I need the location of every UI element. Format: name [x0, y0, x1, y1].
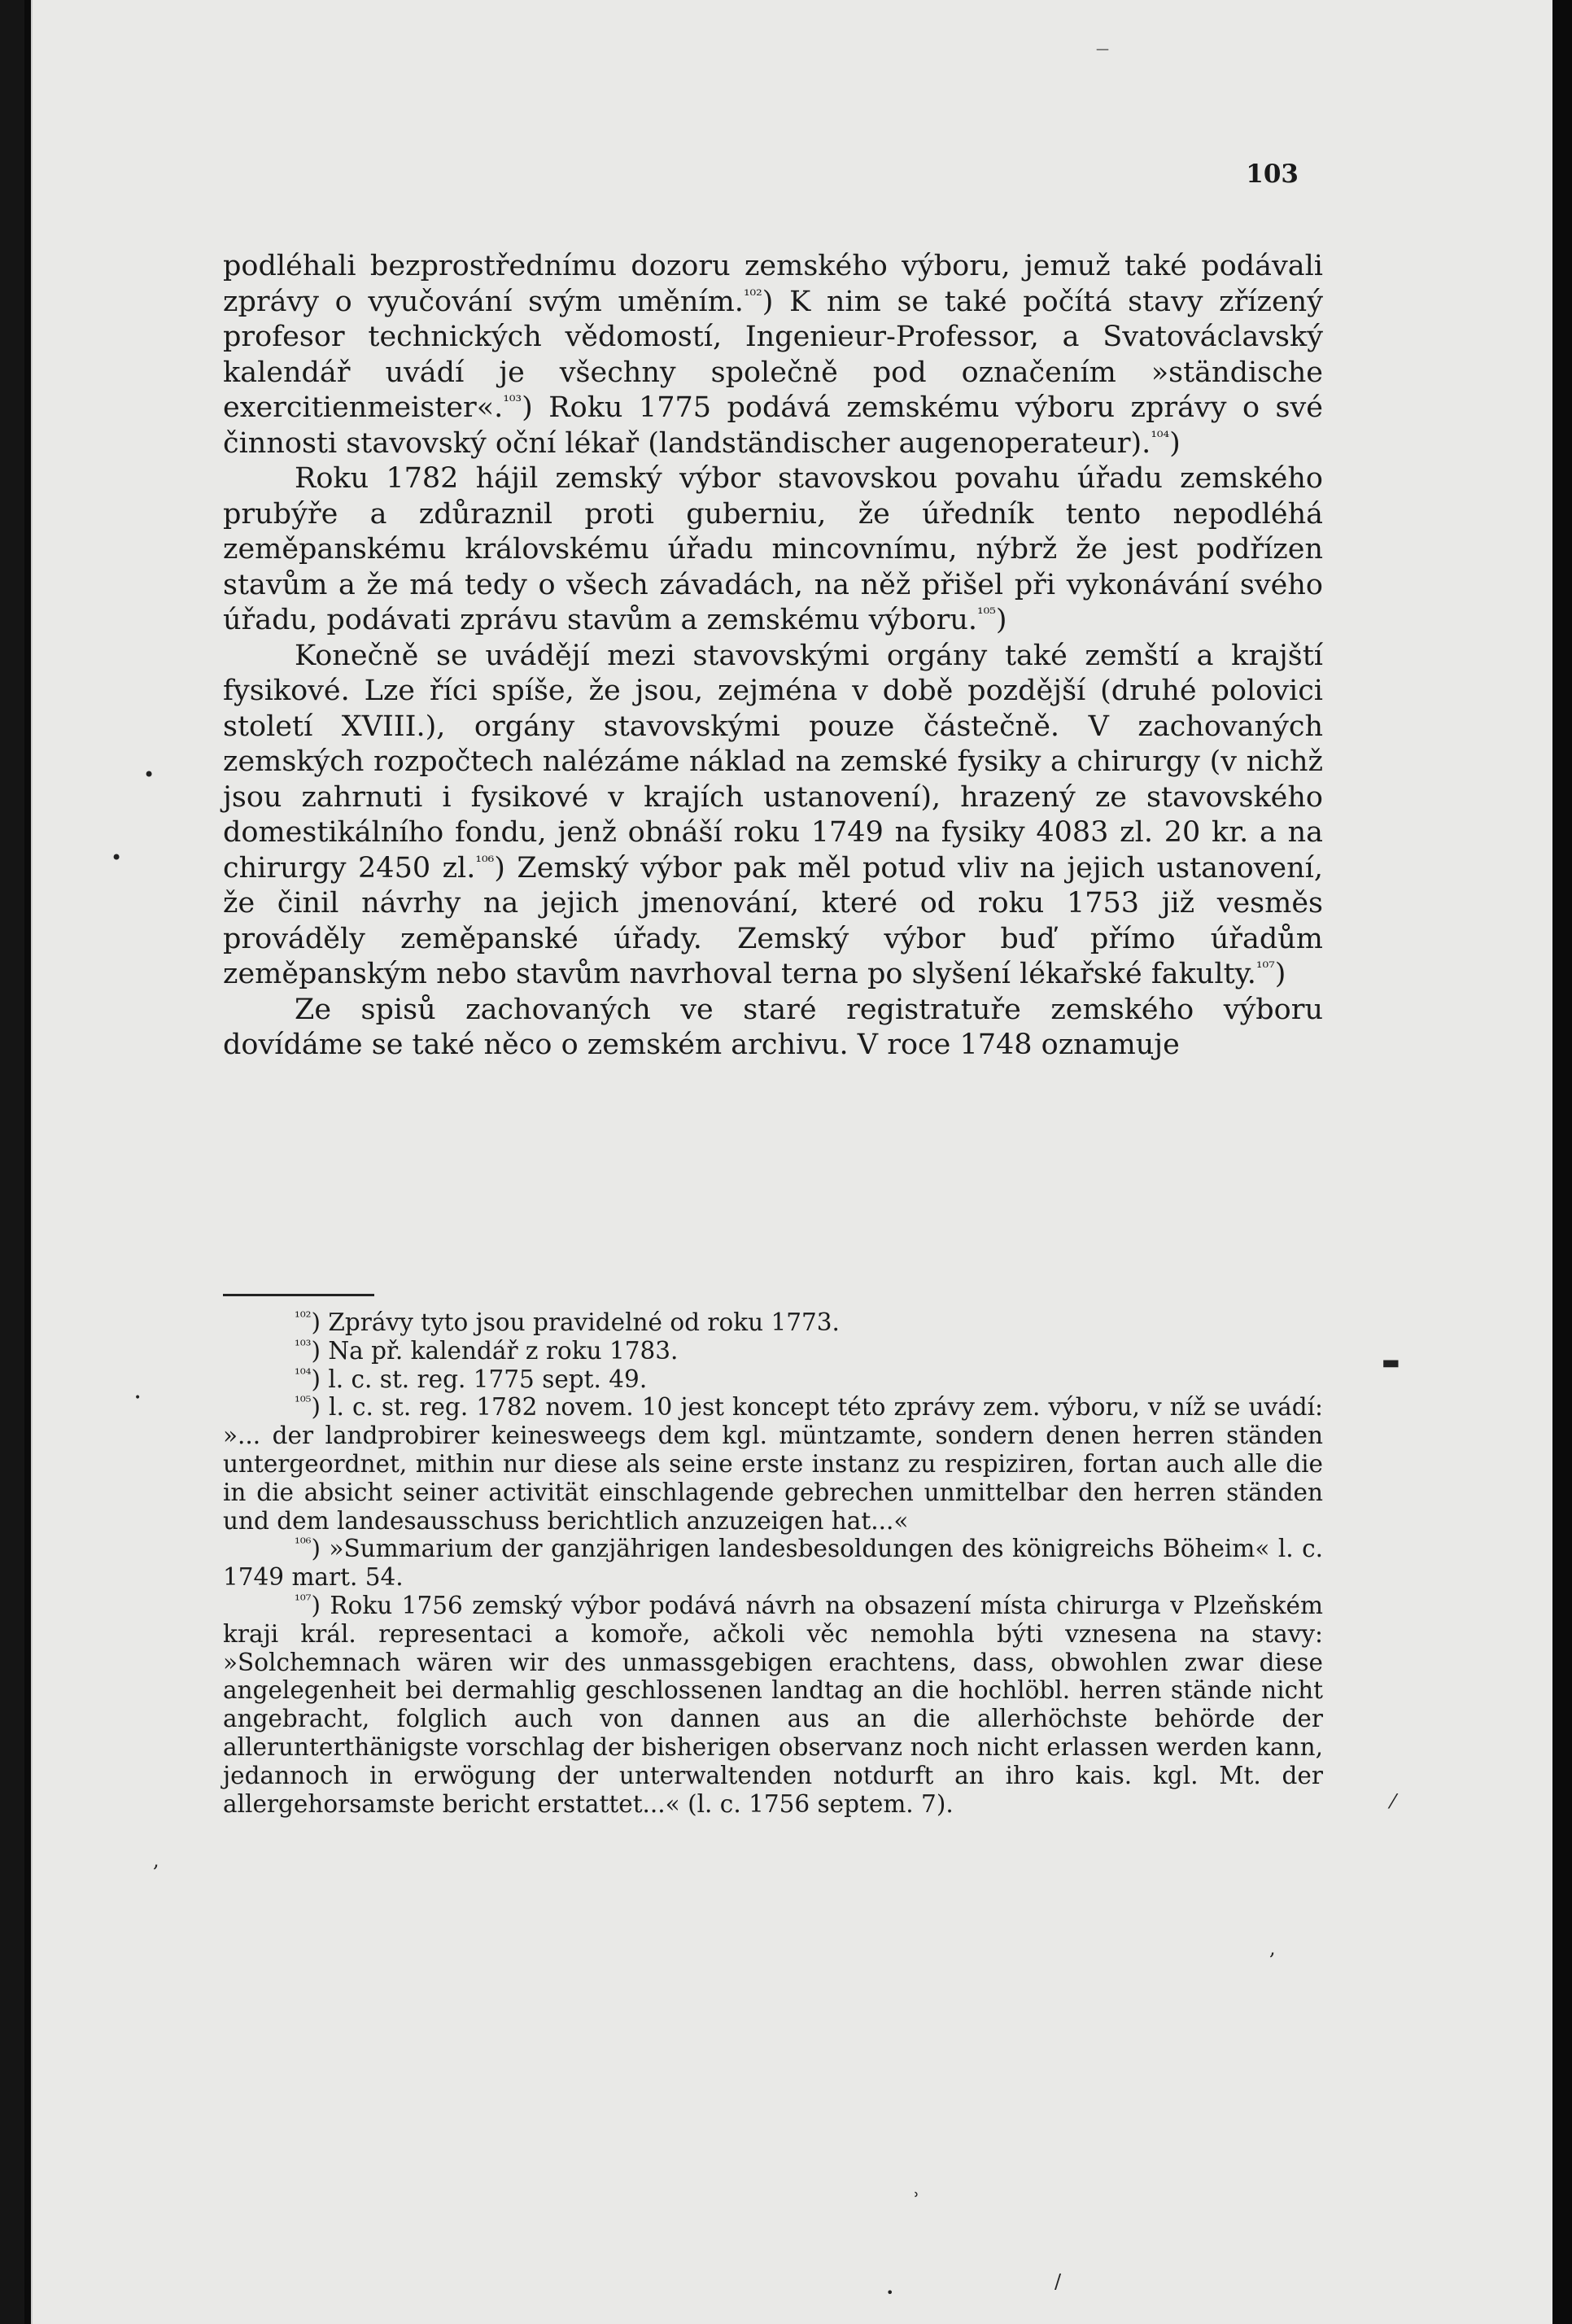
- scan-border: [0, 0, 24, 2324]
- footnote-number: ¹⁰²: [295, 1309, 312, 1326]
- footnote: $^{^{107}}$) Roku 1756 zemský výbor podává návrh na obsazení místa chirurga v Plzeňském kraji král. representaci a komoře, ačkoli věc nemohla býti vznesena na stavy: »Solchemnach wären wir des unmassgebigen erachtens, dass, obwohlen zwar diese angelegenheit bei dermahlig geschlossenen landtag an die hochlöbl. herren stände nicht angebracht, folglich auch von dannen aus an die allerhöchste behörde der allerunterthänigste vorschlag der bisherigen observanz noch nicht erlassen werden kann, jedannoch in erwögung der unterwaltenden notdurft an ihro kais. kgl. Mt. der allergehorsamste bericht erstattet...« (l. c. 1756 septem. 7).: [223, 1591, 1323, 1818]
- footnote-ref[interactable]: ¹⁰⁵: [977, 605, 996, 623]
- scan-speck: ⁄: [1391, 1790, 1395, 1813]
- footnote: $^{^{102}}$) Zprávy tyto jsou pravidelné od roku 1773.: [295, 1308, 840, 1336]
- paragraph: Konečně se uvádějí mezi stavovskými orgány také zemští a krajští fysikové. Lze říci spíše, že jsou, zejména v době pozdější (druhé polovici století XVIII.), orgány stavovskými pouze částečně. V zachovaných zemských rozpočtech nalézáme náklad na zemské fysiky a chirurgy (v nichž jsou zahrnuti i fysikové v krajích ustanovení), hrazený ze stavovského domestikálního fondu, jenž obnáší roku 1749 na fysiky 4083 zl. 20 kr. a na chirurgy 2450 zl.$^{^{106}}$) Zemský výbor pak měl potud vliv na jejich ustanovení, že činil návrhy na jejich jmenování, které od roku 1753 již vesměs prováděly zeměpanské úřady. Zemský výbor buď přímo úřadům zeměpanským nebo stavům navrhoval terna po slyšení lékařské fakulty.$^{^{107}}$): [223, 639, 1323, 990]
- page-number: 103: [1246, 159, 1299, 189]
- scan-speck: —: [1096, 41, 1109, 56]
- scan-speck: •: [134, 1391, 142, 1404]
- scan-speck: •: [143, 763, 155, 786]
- footnote-number: ¹⁰³: [295, 1337, 312, 1354]
- footnote-number: ¹⁰⁷: [295, 1592, 312, 1610]
- footnote-number: ¹⁰⁶: [295, 1536, 312, 1553]
- footnote-number: ¹⁰⁵: [295, 1394, 312, 1411]
- scan-speck: ▬: [1382, 1351, 1400, 1374]
- paragraph: Roku 1782 hájil zemský výbor stavovskou povahu úřadu zemského prubýře a zdůraznil proti guberniu, že úředník tento nepodléhá zeměpanskému královskému úřadu mincovnímu, nýbrž že jest podřízen stavům a že má tedy o všech závadách, na něž přišel při vykonávání svého úřadu, podávati zprávu stavům a zemskému výboru.$^{^{105}}$): [223, 462, 1323, 636]
- footnote-ref[interactable]: ¹⁰⁷: [1255, 959, 1275, 977]
- scan-speck: •: [111, 846, 123, 869]
- scan-speck: •: [886, 2285, 894, 2300]
- footnote: $^{^{106}}$) »Summarium der ganzjährigen landesbesoldungen des königreichs Böheim« l. c. 1749 mart. 54.: [223, 1535, 1323, 1592]
- book-page: [31, 0, 1552, 2324]
- footnote-number: ¹⁰⁴: [295, 1365, 312, 1383]
- scan-speck: ʾ: [914, 2189, 920, 2212]
- scan-speck: /: [1055, 2270, 1062, 2293]
- footnote: $^{^{104}}$) l. c. st. reg. 1775 sept. 49.: [295, 1365, 648, 1393]
- scan-speck: ,: [153, 1849, 159, 1872]
- footnotes: [223, 1308, 1323, 1818]
- footnote-ref[interactable]: ¹⁰⁶: [475, 852, 495, 871]
- paragraph: Ze spisů zachovaných ve staré registratuře zemského výboru dovídáme se také něco o zemském archivu. V roce 1748 oznamuje: [223, 993, 1323, 1061]
- scan-speck: ,: [1269, 1937, 1276, 1959]
- footnote-separator: [223, 1294, 374, 1296]
- footnote-ref[interactable]: ¹⁰²: [743, 286, 762, 304]
- footnote: $^{^{105}}$) l. c. st. reg. 1782 novem. 10 jest koncept této zprávy zem. výboru, v níž se uvádí: »... der landprobirer keinesweegs dem kgl. müntzamte, sondern denen herren ständen untergeordnet, mithin nur diese als seine erste instanz zu respiziren, fortan auch alle die in die absicht seiner activität einschlagende gebrechen unmittelbar den herren ständen und dem landesausschuss berichtlich anzuzeigen hat...«: [223, 1393, 1323, 1535]
- footnote-ref[interactable]: ¹⁰⁴: [1151, 427, 1170, 446]
- footnote-ref[interactable]: ¹⁰³: [503, 392, 522, 411]
- main-text: [223, 249, 1323, 1064]
- paragraph: podléhali bezprostřednímu dozoru zemského výboru, jemuž také podávali zprávy o vyučování svým uměním.$^{^{102}}$) K nim se také počítá stavy zřízený profesor technických vědomostí, Ingenieur-Professor, a Svatováclavský kalendář uvádí je všechny společně pod označením »ständische exercitienmeister«.$^{^{103}}$) Roku 1775 podává zemskému výboru zprávy o své činnosti stavovský oční lékař (landständischer augenoperateur).$^{^{104}}$): [223, 250, 1323, 460]
- footnote: $^{^{103}}$) Na př. kalendář z roku 1783.: [295, 1336, 679, 1365]
